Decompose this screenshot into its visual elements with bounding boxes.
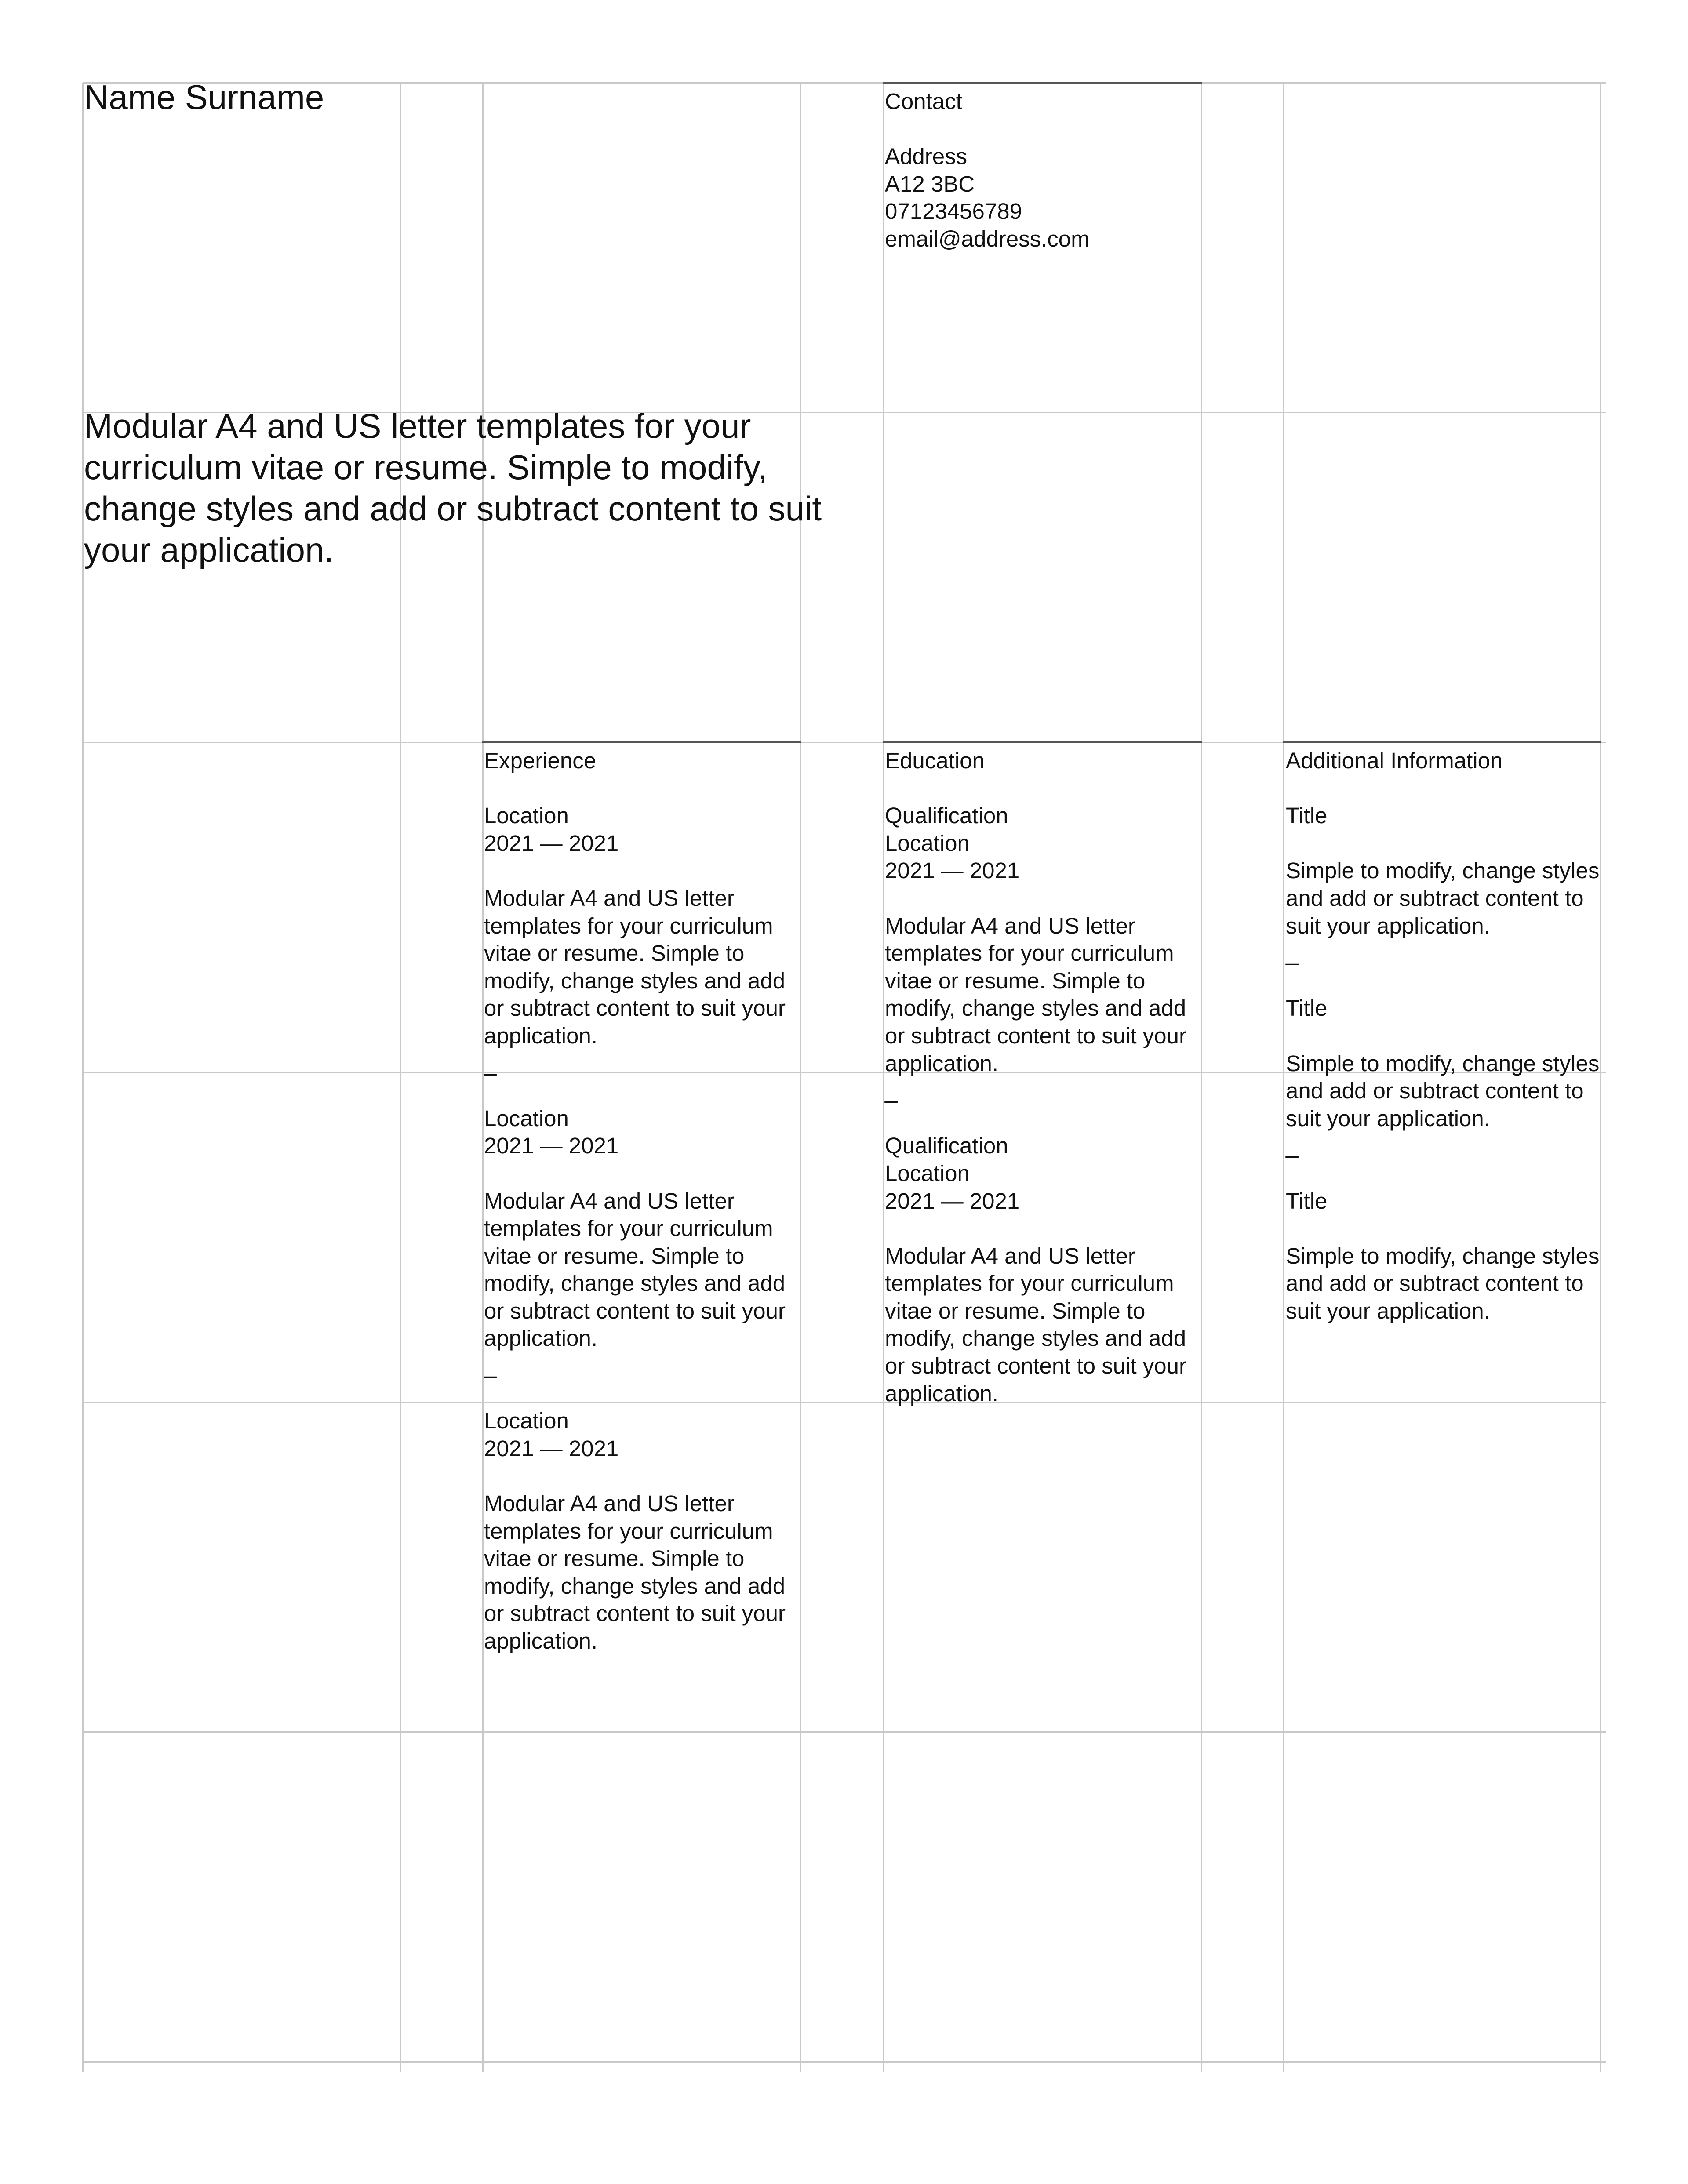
additional-description: Simple to modify, change styles and add or subtract content to suit your application.: [1286, 1243, 1600, 1323]
experience-entry: [484, 1407, 805, 1655]
intro-paragraph: Modular A4 and US letter templates for your curriculum vitae or resume. Simple to modify, change styles and add or subtract content to suit your application.: [84, 407, 822, 569]
entry-separator: _: [1286, 941, 1299, 966]
experience-dates: 2021 — 2021: [484, 1133, 619, 1159]
additional-section: [1286, 747, 1607, 1325]
entry-separator: _: [1286, 1133, 1299, 1159]
experience-rule: [482, 741, 801, 743]
education-description: Modular A4 and US letter templates for your curriculum vitae or resume. Simple to modify, change styles and add or subtract content to suit your application.: [885, 1243, 1187, 1406]
entry-separator: _: [484, 1050, 497, 1076]
experience-description: Modular A4 and US letter templates for your curriculum vitae or resume. Simple to modify, change styles and add or subtract content to suit your application.: [484, 1491, 786, 1653]
entry-separator: _: [484, 1353, 497, 1379]
education-qualification: Qualification: [885, 803, 1008, 829]
additional-title: Title: [1286, 996, 1328, 1021]
education-entry: [885, 802, 1206, 1105]
additional-entry: [1286, 1188, 1607, 1325]
education-location: Location: [885, 830, 970, 856]
grid-horizontal-line: [83, 2061, 1606, 2063]
education-qualification: Qualification: [885, 1133, 1008, 1159]
education-entry: [885, 1132, 1206, 1407]
experience-entry: [484, 802, 805, 1077]
additional-heading: Additional Information: [1286, 748, 1503, 773]
experience-location: Location: [484, 1408, 569, 1434]
additional-description: Simple to modify, change styles and add or subtract content to suit your application.: [1286, 858, 1600, 938]
experience-location: Location: [484, 803, 569, 829]
additional-entry: [1286, 802, 1607, 967]
page-title: Name Surname: [84, 78, 324, 116]
additional-description: Simple to modify, change styles and add or subtract content to suit your application.: [1286, 1050, 1600, 1131]
grid-vertical-line: [82, 83, 84, 2072]
experience-section: [484, 747, 805, 1655]
contact-address: Address: [885, 144, 968, 169]
contact-heading: Contact: [885, 89, 962, 114]
experience-dates: 2021 — 2021: [484, 830, 619, 856]
additional-entry: [1286, 995, 1607, 1160]
education-heading: Education: [885, 748, 985, 773]
grid-horizontal-line: [83, 1731, 1606, 1733]
additional-title: Title: [1286, 1188, 1328, 1214]
contact-phone: 07123456789: [885, 199, 1022, 224]
experience-dates: 2021 — 2021: [484, 1435, 619, 1461]
grid-vertical-line: [883, 83, 884, 2072]
education-dates: 2021 — 2021: [885, 1188, 1020, 1214]
contact-section: [885, 88, 1206, 253]
entry-separator: _: [885, 1078, 898, 1104]
grid-vertical-line: [400, 83, 401, 2072]
education-location: Location: [885, 1160, 970, 1186]
education-dates: 2021 — 2021: [885, 858, 1020, 883]
grid-vertical-line: [1283, 83, 1284, 2072]
contact-email: email@address.com: [885, 226, 1090, 251]
education-description: Modular A4 and US letter templates for your curriculum vitae or resume. Simple to modify, change styles and add or subtract content to suit your application.: [885, 913, 1187, 1076]
additional-title: Title: [1286, 803, 1328, 829]
additional-rule: [1283, 741, 1601, 743]
contact-rule: [883, 82, 1202, 84]
experience-location: Location: [484, 1105, 569, 1131]
grid-horizontal-line: [83, 1402, 1606, 1403]
education-section: [885, 747, 1206, 1407]
experience-heading: Experience: [484, 748, 597, 773]
experience-entry: [484, 1105, 805, 1380]
experience-description: Modular A4 and US letter templates for your curriculum vitae or resume. Simple to modify, change styles and add or subtract content to suit your application.: [484, 885, 786, 1048]
experience-description: Modular A4 and US letter templates for your curriculum vitae or resume. Simple to modify, change styles and add or subtract content to suit your application.: [484, 1188, 786, 1351]
grid-vertical-line: [482, 83, 484, 2072]
contact-postcode: A12 3BC: [885, 171, 975, 196]
education-rule: [883, 741, 1202, 743]
